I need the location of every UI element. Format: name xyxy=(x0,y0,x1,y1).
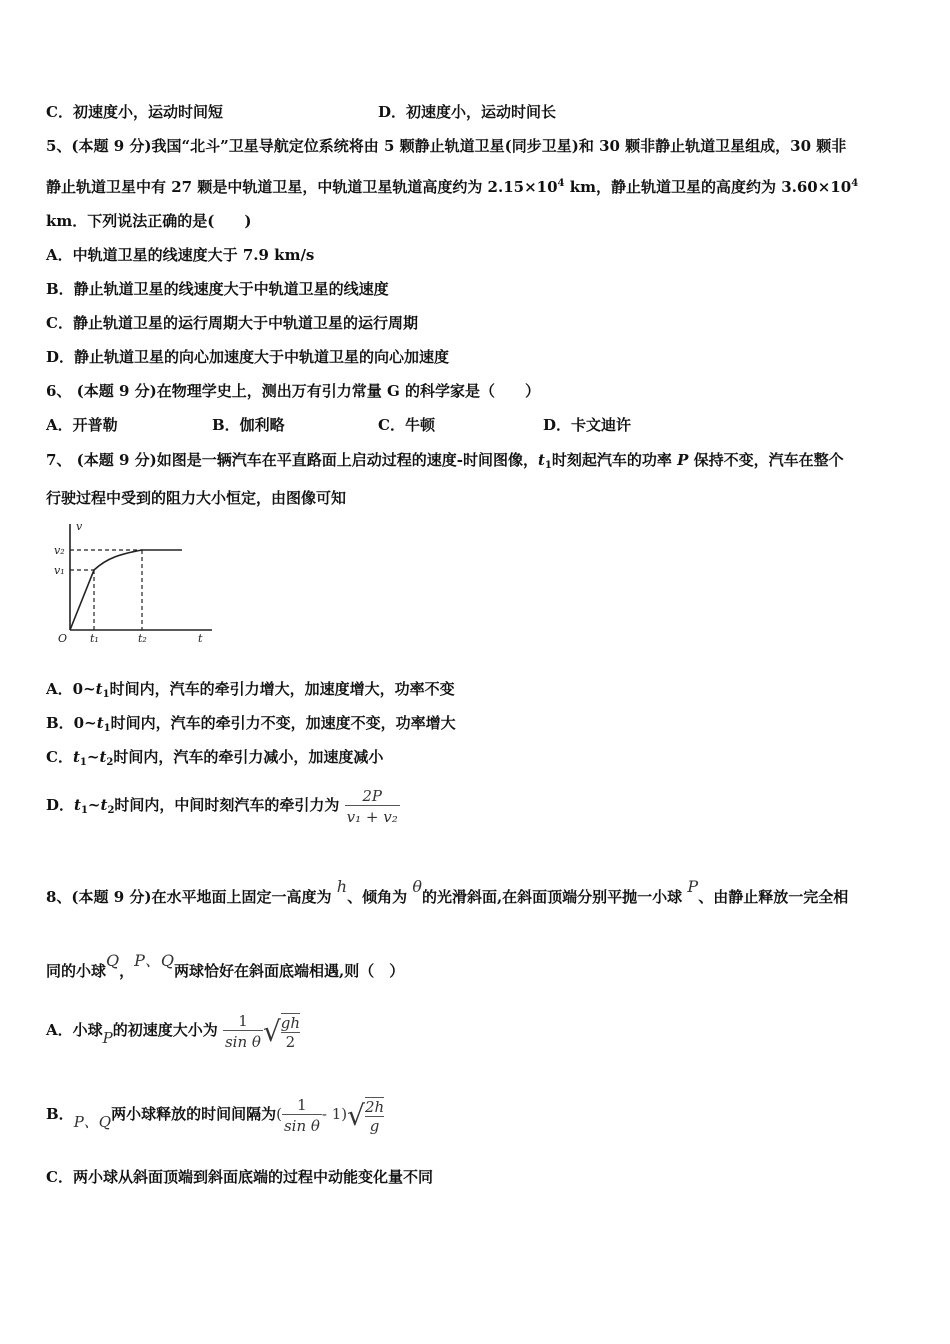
q8-b-fden: sin θ xyxy=(282,1114,322,1135)
q4-option-c: C．初速度小，运动时间短 xyxy=(46,103,223,121)
q7-c-pre: C． xyxy=(46,748,73,766)
q7-d-s1: 1 xyxy=(80,805,88,816)
q8-a-fden: sin θ xyxy=(223,1030,263,1051)
q7-d-frac-den: v₁ + v₂ xyxy=(345,805,400,826)
q7-c-mid: ~ xyxy=(86,748,100,766)
q7-c-t1: t xyxy=(72,748,80,766)
q8-theta: θ xyxy=(412,877,422,896)
q7-stem-line1 xyxy=(46,450,844,476)
q8-a-sqrt: √ $\frac{gh}{2}$ xyxy=(262,1013,301,1051)
q7-b-t: t xyxy=(96,714,104,732)
q8-b-close: - 1) xyxy=(321,1105,348,1123)
graph-label-v2: v₂ xyxy=(54,544,65,557)
q7-t1: t xyxy=(537,451,545,469)
q5-exp2: 4 xyxy=(851,178,859,189)
q5-stem-line2a: 静止轨道卫星中有 27 颗是中轨道卫星，中轨道卫星轨道高度约为 2.15×10 xyxy=(46,178,558,196)
q6-stem: 6、 (本题 9 分)在物理学史上，测出万有引力常量 G 的科学家是（ ） xyxy=(46,382,540,400)
q8-l2c: 两球恰好在斜面底端相遇,则（ ） xyxy=(174,962,405,980)
graph-label-t1: t₁ xyxy=(90,632,99,645)
q7-d-post: 时间内，中间时刻汽车的牵引力为 xyxy=(114,796,340,814)
q8-b-post: 两小球释放的时间间隔为 xyxy=(111,1105,277,1123)
q5-option-d: D．静止轨道卫星的向心加速度大于中轨道卫星的向心加速度 xyxy=(46,348,450,366)
q6-option-c: C．牛顿 xyxy=(378,416,435,434)
q7-t1-sub: 1 xyxy=(544,460,552,471)
q7-option-c xyxy=(46,747,383,773)
q8-l1a: 8、(本题 9 分)在水平地面上固定一高度为 xyxy=(46,888,332,906)
q8-b-open: ( xyxy=(276,1105,282,1123)
q5-stem-line3: km．下列说法正确的是( ) xyxy=(46,212,252,230)
graph-label-origin: O xyxy=(58,632,68,645)
q7-d-mid: ~ xyxy=(87,796,101,814)
q8-option-b xyxy=(46,1084,384,1152)
q8-l1c: 的光滑斜面,在斜面顶端分别平抛一小球 xyxy=(421,888,683,906)
q7-b-sub: 1 xyxy=(103,723,111,734)
q7-option-d xyxy=(46,782,400,834)
q8-p: P xyxy=(687,877,699,896)
q8-l1d: 、由静止释放一完全相 xyxy=(698,888,849,906)
q7-option-a xyxy=(46,679,455,705)
q8-option-a xyxy=(46,1000,300,1068)
q7-d-pre: D． xyxy=(46,796,75,814)
q8-l2a: 同的小球 xyxy=(46,962,107,980)
graph-label-t: t xyxy=(198,632,203,645)
q5-exp1: 4 xyxy=(557,178,565,189)
q8-a-pre: A．小球 xyxy=(46,1021,103,1039)
q8-q: Q xyxy=(106,951,120,970)
q6-option-b: B．伽利略 xyxy=(212,416,285,434)
q8-pq: P、Q xyxy=(134,951,175,970)
q8-a-fnum: 1 xyxy=(238,1011,248,1030)
q7-stem-line2: 行驶过程中受到的阻力大小恒定，由图像可知 xyxy=(46,489,347,507)
q5-option-c: C．静止轨道卫星的运行周期大于中轨道卫星的运行周期 xyxy=(46,314,418,332)
q5-stem-line2 xyxy=(46,174,858,197)
q7-c-t2: t xyxy=(99,748,107,766)
q8-l1b: 、倾角为 xyxy=(347,888,408,906)
q8-b-pq: P、Q xyxy=(73,1113,112,1131)
q7-d-t2: t xyxy=(100,796,108,814)
q7-c-s1: 1 xyxy=(79,757,87,768)
q8-a-p: P xyxy=(102,1029,113,1047)
q6-option-a: A．开普勒 xyxy=(46,416,118,434)
q7-stem-1a: 7、 (本题 9 分)如图是一辆汽车在平直路面上启动过程的速度-时间图像， xyxy=(46,451,538,469)
q5-stem-line2b: km，静止轨道卫星的高度约为 3.60×10 xyxy=(564,178,852,196)
q8-stem-line1 xyxy=(46,866,848,918)
q8-a-snum: gh xyxy=(280,1013,301,1032)
graph-velocity-curve xyxy=(70,550,182,630)
q7-power-p: P xyxy=(677,451,689,469)
q7-d-fraction xyxy=(345,787,400,826)
q7-d-s2: 2 xyxy=(107,805,115,816)
q4-option-d: D．初速度小，运动时间长 xyxy=(378,103,557,121)
q8-a-sden: 2 xyxy=(281,1032,300,1051)
q7-b-pre: B．0~ xyxy=(46,714,97,732)
q7-a-pre: A．0~ xyxy=(46,680,96,698)
q8-a-post: 的初速度大小为 xyxy=(112,1021,218,1039)
q8-b-pre: B． xyxy=(46,1105,74,1123)
q5-option-b: B．静止轨道卫星的线速度大于中轨道卫星的线速度 xyxy=(46,280,389,298)
q8-b-sden: g xyxy=(365,1116,384,1135)
q5-option-a: A．中轨道卫星的线速度大于 7.9 km/s xyxy=(46,246,315,264)
q7-b-post: 时间内，汽车的牵引力不变，加速度不变，功率增大 xyxy=(110,714,456,732)
q8-b-fnum: 1 xyxy=(297,1095,307,1114)
q8-b-snum: 2h xyxy=(365,1097,385,1116)
q5-stem-line1: 5、(本题 9 分)我国“北斗”卫星导航定位系统将由 5 颗静止轨道卫星(同步卫星)和 30 颗非静止轨道卫星组成，30 颗非 xyxy=(46,137,847,155)
q8-b-fraction xyxy=(282,1096,322,1135)
graph-label-t2: t₂ xyxy=(138,632,147,645)
q8-a-fraction xyxy=(223,1012,263,1051)
q7-vt-graph xyxy=(52,518,222,648)
q8-b-sqrt: √ $\frac{2h}{g}$ xyxy=(347,1097,385,1135)
q8-h: h xyxy=(336,877,348,896)
q7-a-sub: 1 xyxy=(102,689,110,700)
q7-option-b xyxy=(46,713,456,739)
q8-option-c: C．两小球从斜面顶端到斜面底端的过程中动能变化量不同 xyxy=(46,1168,433,1186)
q7-d-t1: t xyxy=(74,796,81,814)
q7-c-post: 时间内，汽车的牵引力减小，加速度减小 xyxy=(113,748,384,766)
q7-stem-1b: 时刻起汽车的功率 xyxy=(551,451,678,469)
q8-l2b: ， xyxy=(119,962,135,980)
q7-c-s2: 2 xyxy=(106,757,114,768)
q7-a-post: 时间内，汽车的牵引力增大，加速度增大，功率不变 xyxy=(109,680,455,698)
q7-a-t: t xyxy=(95,680,103,698)
q7-stem-1c: 保持不变，汽车在整个 xyxy=(688,451,844,469)
graph-label-v: v xyxy=(76,520,83,533)
graph-label-v1: v₁ xyxy=(54,564,65,577)
q8-stem-line2 xyxy=(46,940,404,992)
q7-d-frac-num: 2P xyxy=(362,786,383,805)
q6-option-d: D．卡文迪许 xyxy=(543,416,632,434)
